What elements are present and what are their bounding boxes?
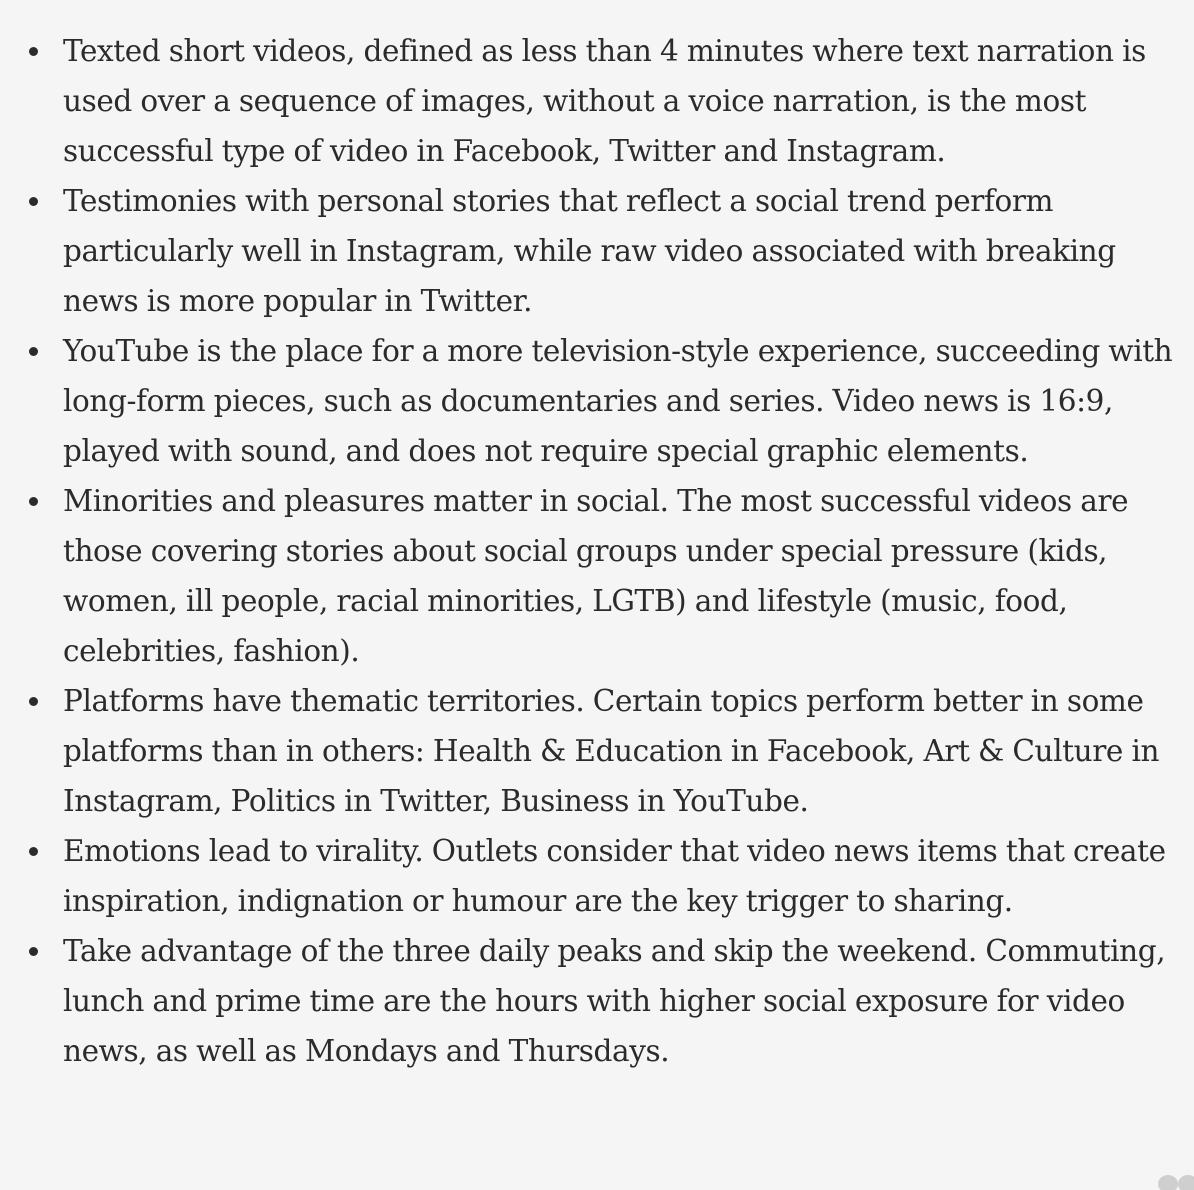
list-item: [0, 176, 1194, 326]
list-item-text: Texted short videos, defined as less than 4 minutes where text narration is used over a sequence of images, without a voice narration, is the most successful type of video in Facebook, Twitter and Instagram.: [63, 34, 1146, 168]
list-item-text: Platforms have thematic territories. Certain topics perform better in some platforms than in others: Health & Education in Facebook, Art & Culture in Instagram, Politics in Twitter, Business in YouTube.: [63, 684, 1160, 818]
bullet-icon: [29, 47, 38, 56]
list-item-text: Testimonies with personal stories that reflect a social trend perform particularly well in Instagram, while raw video associated with breaking news is more popular in Twitter.: [63, 184, 1116, 318]
list-item-text: Take advantage of the three daily peaks and skip the weekend. Commuting, lunch and prime time are the hours with higher social exposure for video news, as well as Mondays and Thursdays.: [63, 934, 1166, 1068]
list-item: [0, 26, 1194, 176]
list-item: [0, 676, 1194, 826]
comment-bubble-shape: [1178, 1175, 1194, 1190]
bullet-list: [0, 26, 1194, 1076]
list-item-text: Minorities and pleasures matter in social. The most successful videos are those covering stories about social groups under special pressure (kids, women, ill people, racial minorities, LGTB) and lifestyle (music, food, celebrities, fashion).: [63, 484, 1129, 668]
list-item-text: Emotions lead to virality. Outlets consider that video news items that create inspiration, indignation or humour are the key trigger to sharing.: [63, 834, 1166, 918]
list-item-text: YouTube is the place for a more television-style experience, succeeding with long-form pieces, such as documentaries and series. Video news is 16:9, played with sound, and does not require special graphic elements.: [63, 334, 1173, 468]
list-item: [0, 826, 1194, 926]
bullet-icon: [29, 697, 38, 706]
list-item: [0, 926, 1194, 1076]
bullet-icon: [29, 497, 38, 506]
bullet-icon: [29, 847, 38, 856]
bullet-icon: [29, 947, 38, 956]
list-item: [0, 476, 1194, 676]
list-item: [0, 326, 1194, 476]
bullet-icon: [29, 347, 38, 356]
bullet-icon: [29, 197, 38, 206]
comment-bubble-shape: [1158, 1175, 1178, 1190]
comment-bubble-icon[interactable]: [1148, 1162, 1194, 1190]
